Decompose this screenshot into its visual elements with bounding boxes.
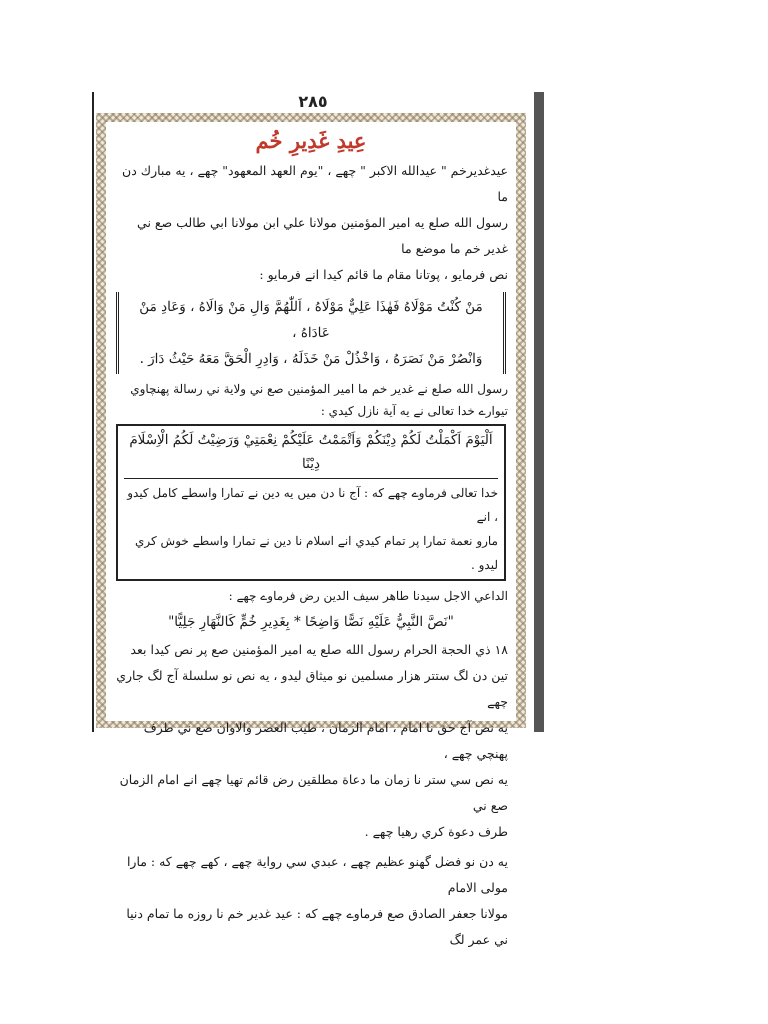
intro-paragraph: [114, 158, 508, 288]
dai-label: الداعي الاجل سيدنا طاهر سيف الدين رض فرماوے چھے :: [228, 589, 508, 603]
body-line: يه نص آج حق نا امام ، امام الزمان ، طيب العصر والاوان صع ني طرف پهنچي چھے ،: [143, 720, 508, 761]
verse-intro: رسول الله صلع نے غدير خم ما امير المؤمنين صع ني ولاية ني رسالة پهنچاوي تيوارے خدا تعالى نے يه آية نازل كيدي :: [130, 382, 508, 418]
closing-line: يه دن نو فضل گھنو عظيم چھے ، عبدي سي رواية چھے ، كهے چھے كه : مارا مولى الامام: [126, 854, 508, 895]
scanned-page: [92, 92, 544, 947]
body-line: يه نص سي ستر نا زمان ما دعاة مطلقين رض قائم تھيا چھے انے امام الزمان صع ني: [119, 772, 508, 813]
body-line: تين دن لگ ستتر هزار مسلمين نو ميثاق ليدو ، يه نص نو سلسلة آج لگ جاري چھے: [116, 668, 508, 709]
verse-translation-line: مارو نعمة تمارا پر تمام كيدي انے اسلام نا دين نے تمارا واسطے خوش كري ليدو .: [135, 534, 498, 572]
closing-paragraph: [114, 849, 508, 953]
hadith-line: وَانْصُرْ مَنْ نَصَرَهُ ، وَاخْذُلْ مَنْ خَذَلَهُ ، وَادِرِ الْحَقَّ مَعَهُ حَيْثُ دَارَ .: [139, 351, 483, 367]
quran-verse-box: [116, 424, 506, 581]
intro-line: عيدغديرخم " عيدالله الاكبر " چھے ، "يوم العهد المعهود" چھے ، يه مبارك دن ما: [122, 163, 508, 204]
left-margin-rule: [92, 92, 94, 732]
closing-line: مولانا جعفر الصادق صع فرماوے چھے كه : عيد غدير خم نا روزه ما تمام دنيا ني عمر لگ: [126, 906, 508, 947]
dai-verse: "نَصَّ النَّبِيُّ عَلَيْهِ نَصًّا وَاضِحًا * بِغَدِيرِ خُمٍّ كَالنَّهَارِ جَلِيًّا": [168, 614, 454, 630]
intro-line: رسول الله صلع يه امير المؤمنين مولانا علي ابن مولانا ابي طالب صع ني غدير خم ما موضع ما: [137, 215, 508, 256]
ornamental-border: [96, 113, 526, 947]
page-title: عِيدِ غَدِيرِ خُم: [255, 128, 367, 153]
body-paragraph: [114, 637, 508, 845]
page-content: [106, 122, 516, 947]
hadith-line: مَنْ كُنْتُ مَوْلَاهُ فَهٰذَا عَلِيٌّ مَوْلَاهُ ، اَللّٰهُمَّ وَالِ مَنْ وَالَاهُ ، وَعَادِ مَنْ عَادَاهُ ،: [139, 299, 483, 341]
page-number: ٢٨٥: [298, 92, 328, 111]
right-edge-bar: [534, 92, 544, 732]
quran-verse-text: اَلْيَوْمَ اَكْمَلْتُ لَكُمْ دِيْنَكُمْ وَاَتْمَمْتُ عَلَيْكُمْ نِعْمَتِيْ وَرَضِيْتُ لَكُمُ الْاِسْلَامَ دِيْنًا: [124, 428, 498, 479]
hadith-quote: [116, 292, 506, 374]
verse-translation-line: خدا تعالى فرماوے چھے كه : آج نا دن ميں يه دين نے تمارا واسطے كامل كيدو ، انے: [127, 486, 498, 524]
intro-line: نص فرمايو ، پوتانا مقام ما قائم كيدا انے فرمايو :: [259, 267, 508, 282]
body-line: طرف دعوة كري رهيا چھے .: [364, 824, 508, 839]
body-line: ١٨ ذي الحجة الحرام رسول الله صلع يه امير المؤمنين صع پر نص كيدا بعد: [130, 642, 508, 657]
